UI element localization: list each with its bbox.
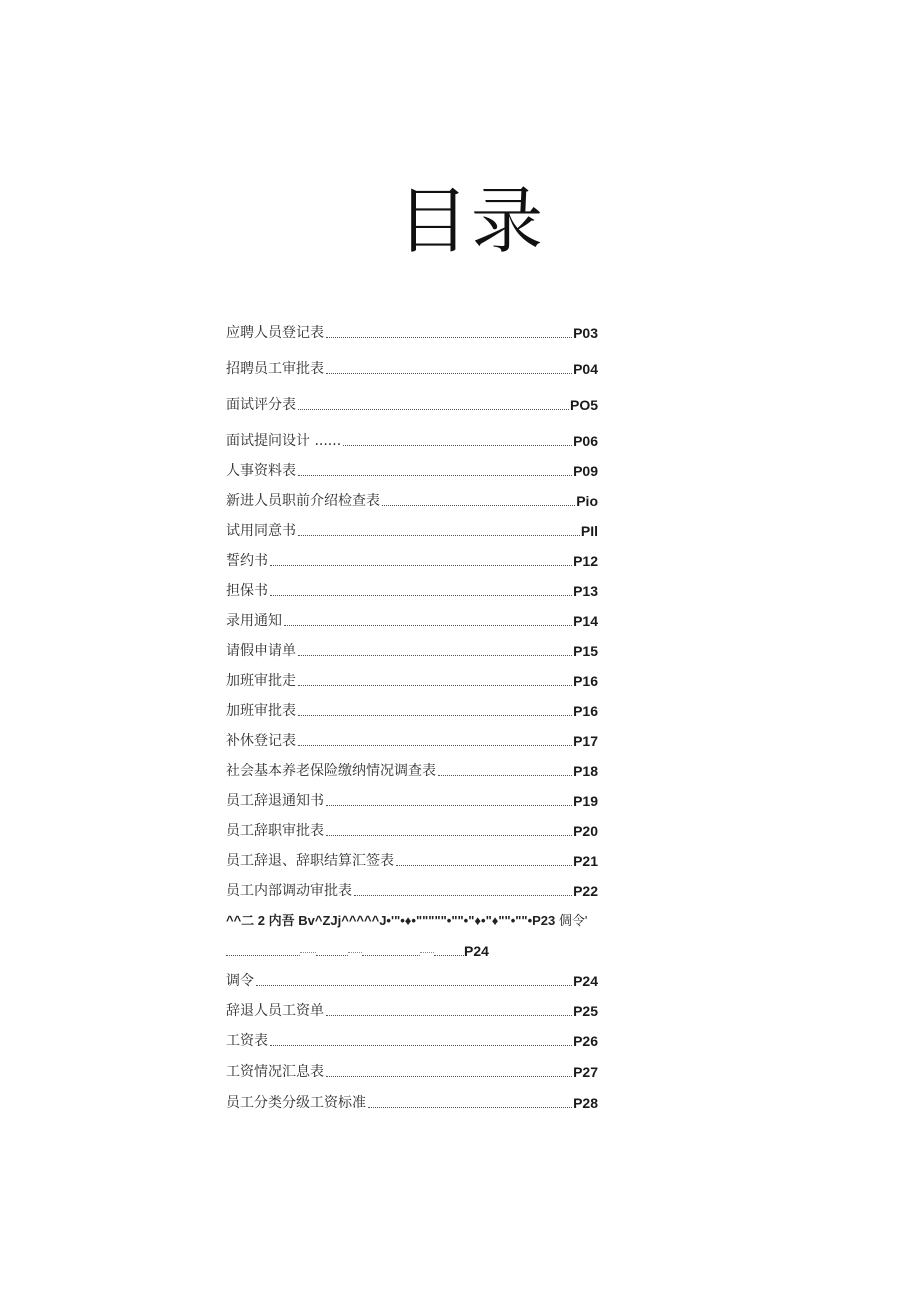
leader-dots — [300, 952, 316, 953]
leader-dots — [396, 865, 572, 866]
leader-dots — [362, 955, 420, 956]
toc-page-number: P26 — [573, 1033, 598, 1049]
leader-dots — [382, 505, 575, 506]
toc-entry-label: 员工分类分级工资标准 — [226, 1095, 366, 1111]
toc-entry-label: 工资表 — [226, 1033, 268, 1049]
toc-page-number: P13 — [573, 583, 598, 599]
leader-dots — [438, 775, 572, 776]
toc-page-number: PIl — [580, 523, 598, 539]
leader-dots — [368, 1107, 572, 1108]
toc-entry-label: 试用同意书 — [226, 523, 296, 539]
toc-page-number: P22 — [573, 883, 598, 899]
toc-entry-label: 员工辞退通知书 — [226, 793, 324, 809]
leader-dots — [326, 835, 572, 836]
leader-dots — [354, 895, 572, 896]
toc-page-number: P06 — [573, 433, 598, 449]
toc-entry[interactable] — [226, 490, 598, 512]
leader-dots — [348, 952, 362, 953]
toc-entry-label: 人事资料表 — [226, 463, 296, 479]
orphan-leader-line — [226, 940, 516, 962]
toc-entry[interactable] — [226, 1000, 598, 1022]
toc-page-number: P04 — [573, 361, 598, 377]
toc-entry-label: 加班审批走 — [226, 673, 296, 689]
leader-dots — [298, 475, 572, 476]
toc-page-number: P24 — [573, 973, 598, 989]
toc-entry[interactable] — [226, 1030, 598, 1052]
toc-page-number: P12 — [573, 553, 598, 569]
toc-entry[interactable] — [226, 790, 598, 812]
toc-entry-label: 加班审批表 — [226, 703, 296, 719]
toc-entry[interactable] — [226, 460, 598, 482]
toc-entry-label: 员工辞职审批表 — [226, 823, 324, 839]
toc-page-number: P24 — [464, 943, 489, 959]
toc-entry-label: 补休登记表 — [226, 733, 296, 749]
leader-dots — [326, 373, 572, 374]
toc-entry-label: 辞退人员工资单 — [226, 1003, 324, 1019]
leader-dots — [326, 337, 572, 338]
leader-dots — [343, 445, 572, 446]
toc-entry[interactable] — [226, 1092, 598, 1114]
toc-entry[interactable] — [226, 850, 598, 872]
toc-entry-label: 社会基本养老保险缴纳情况调查表 — [226, 763, 436, 779]
toc-page-number: P18 — [573, 763, 598, 779]
garbled-toc-tail: 倜令' — [558, 913, 588, 928]
toc-entry-label: 工资情况汇息表 — [226, 1064, 324, 1080]
leader-dots — [298, 685, 572, 686]
toc-entry[interactable] — [226, 640, 598, 662]
toc-page-number: P19 — [573, 793, 598, 809]
toc-page-number: P16 — [573, 703, 598, 719]
leader-dots — [326, 805, 572, 806]
toc-page-number: PO5 — [569, 397, 598, 413]
leader-dots — [298, 535, 580, 536]
toc-entry[interactable] — [226, 1061, 598, 1083]
toc-entry[interactable] — [226, 700, 598, 722]
leader-dots — [326, 1015, 572, 1016]
leader-dots — [316, 955, 348, 956]
toc-page-number: Pio — [576, 493, 598, 509]
leader-dots — [270, 565, 572, 566]
toc-entry[interactable] — [226, 610, 598, 632]
toc-page-number: P15 — [573, 643, 598, 659]
toc-entry[interactable] — [226, 358, 598, 380]
toc-page-number: P25 — [573, 1003, 598, 1019]
toc-page-number: P20 — [573, 823, 598, 839]
toc-entry-label: 誓约书 — [226, 553, 268, 569]
toc-entry[interactable] — [226, 970, 598, 992]
toc-entry-label: 调令 — [226, 973, 254, 989]
page-title: 目录 — [396, 179, 545, 263]
toc-page-number: P09 — [573, 463, 598, 479]
toc-entry-label: 面试提问设计 ...... — [226, 433, 342, 449]
leader-dots — [420, 952, 434, 953]
toc-entry[interactable] — [226, 394, 598, 416]
toc-entry-label: 请假申请单 — [226, 643, 296, 659]
leader-dots — [326, 1076, 572, 1077]
toc-entry-label: 新进人员职前介绍检查表 — [226, 493, 380, 509]
toc-page-number: P27 — [573, 1064, 598, 1080]
leader-dots — [298, 409, 569, 410]
toc-entry[interactable] — [226, 730, 598, 752]
toc-entry[interactable] — [226, 880, 598, 902]
toc-entry-label: 录用通知 — [226, 613, 282, 629]
toc-entry[interactable] — [226, 550, 598, 572]
toc-entry-label: 招聘员工审批表 — [226, 361, 324, 377]
toc-entry[interactable] — [226, 322, 598, 344]
toc-page-number: P28 — [573, 1095, 598, 1111]
garbled-toc-text: ^^二 2 内吾 Bv^ZJj^^^^^J•'"•♦•"""""•""•"♦•"♦""•""•P23 — [226, 913, 556, 928]
leader-dots — [256, 985, 572, 986]
leader-dots — [298, 655, 572, 656]
toc-page-number: P14 — [573, 613, 598, 629]
toc-entry[interactable] — [226, 580, 598, 602]
toc-entry[interactable] — [226, 670, 598, 692]
toc-entry-label: 担保书 — [226, 583, 268, 599]
toc-entry-label: 面试评分表 — [226, 397, 296, 413]
leader-dots — [298, 715, 572, 716]
toc-entry[interactable] — [226, 820, 598, 842]
leader-dots — [226, 955, 300, 956]
toc-page-number: P16 — [573, 673, 598, 689]
toc-entry[interactable] — [226, 430, 598, 452]
toc-page-number: P17 — [573, 733, 598, 749]
toc-page-number: P21 — [573, 853, 598, 869]
toc-entry-label: 员工辞退、辞职结算汇签表 — [226, 853, 394, 869]
toc-page-number: P03 — [573, 325, 598, 341]
leader-dots — [298, 745, 572, 746]
leader-dots — [284, 625, 572, 626]
leader-dots — [270, 1045, 572, 1046]
leader-dots — [270, 595, 572, 596]
leader-dots — [434, 955, 464, 956]
toc-entry[interactable] — [226, 760, 598, 782]
garbled-toc-line — [226, 910, 587, 932]
toc-entry-label: 员工内部调动审批表 — [226, 883, 352, 899]
toc-entry[interactable] — [226, 520, 598, 542]
toc-entry-label: 应聘人员登记表 — [226, 325, 324, 341]
